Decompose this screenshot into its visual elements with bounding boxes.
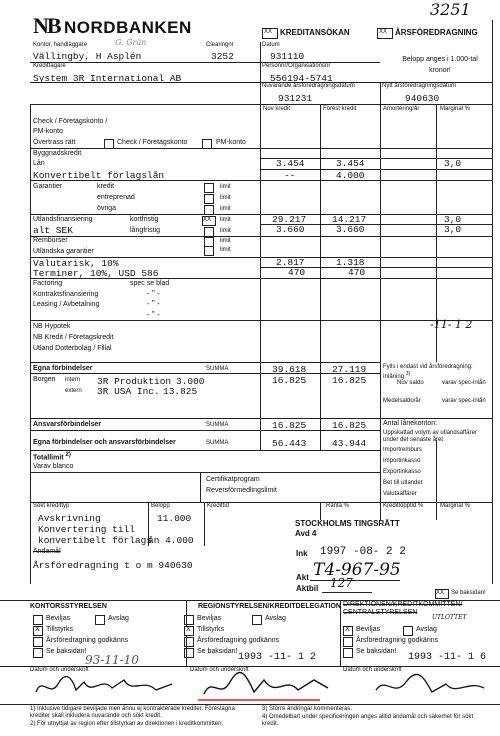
kontor-signature bbox=[32, 672, 182, 702]
lang-forest-value: 3.660 bbox=[336, 224, 365, 235]
clearing-value: 3252 bbox=[211, 51, 234, 62]
medelsaldo-label: Medelsaldo/år bbox=[383, 398, 421, 404]
direktion-arsgodk-label: Årsföredragning godkänns bbox=[356, 637, 439, 644]
kontrakt-label: Kontraktsfinansiering bbox=[33, 291, 99, 298]
egna-nuv-value: 39.618 bbox=[272, 364, 307, 375]
kontorsstyrelsen-label: KONTORSSTYRELSEN bbox=[30, 603, 107, 610]
varav-blanco-label: Varav blanco bbox=[33, 463, 74, 470]
lang-limit: limit bbox=[220, 228, 231, 234]
region-se-baksidan-checkbox[interactable] bbox=[184, 648, 194, 658]
egna-forest-value: 27.119 bbox=[332, 364, 367, 375]
direktion-beviljas-checkbox[interactable]: X bbox=[343, 626, 353, 636]
totallimit-label: Totallimit $^{2)}$ bbox=[33, 452, 71, 462]
kreditansokan-label: KREDITANSÖKAN bbox=[280, 28, 350, 37]
region-se-baksidan-label: Se baksidan! bbox=[197, 648, 238, 655]
hypotek-marginal-stamp: -11- 1 2 bbox=[430, 318, 473, 331]
logo-text: NORDBANKEN bbox=[64, 18, 192, 37]
direktion-avslag-checkbox[interactable] bbox=[403, 626, 413, 636]
kontor-avslag-label: Avslag bbox=[108, 615, 129, 622]
hypotek-label: NB Hypotek bbox=[33, 323, 71, 330]
kreditlopp-label: Kreditlöpptid % bbox=[383, 503, 424, 509]
direktion-se-baksidan-label: Se baksidan! bbox=[356, 648, 397, 655]
valuta-nuv-value: 2.817 bbox=[276, 257, 305, 268]
nytt-datum-label: Nytt årsföredragningsdatum bbox=[382, 83, 457, 89]
garanti-entreprenad-checkbox[interactable] bbox=[204, 194, 214, 204]
factoring-label: Factoring bbox=[33, 280, 63, 287]
kort-limit: limit bbox=[220, 217, 231, 223]
garanti-entreprenad-label: entreprenad bbox=[97, 194, 135, 201]
direktion-arsgodk-checkbox[interactable] bbox=[343, 637, 353, 647]
kontor-value: Vällingby, H Asplén bbox=[33, 51, 142, 62]
utl-garantier-label: Utländska garantier bbox=[33, 248, 94, 255]
kort-nuv-value: 29.217 bbox=[272, 214, 307, 225]
spec-dash-3: - " - bbox=[147, 310, 160, 319]
logo-mark: NB bbox=[33, 13, 60, 38]
lan-forest-value: 3.454 bbox=[336, 158, 365, 169]
direktion-avslag-label: Avslag bbox=[416, 626, 437, 633]
kontor-tillstyrks-checkbox[interactable]: X bbox=[33, 626, 43, 636]
kortfristig-checkbox[interactable]: XX bbox=[202, 216, 216, 226]
bygg-label: Byggnadskredit bbox=[33, 150, 82, 157]
utlottet-note: UTLOTTET bbox=[432, 614, 467, 621]
varav-spec-label: varav spec-inlån bbox=[442, 380, 486, 386]
tot-nuv-value: 56.443 bbox=[272, 438, 307, 449]
footnote-4: 4) Omedelbart under specificeringen anges alltid ändamål och säkerhet för sökt kredit. bbox=[262, 714, 474, 727]
kredittagare-label: Kredittagare bbox=[33, 63, 66, 69]
pm-label: PM-konto bbox=[33, 128, 63, 135]
lan-marginal-value: 3,0 bbox=[444, 158, 462, 169]
borgen-desc-2: 3R USA Inc. bbox=[97, 386, 160, 397]
nordbanken-logo bbox=[33, 13, 192, 39]
col-nuv-kredit: Nuv kredit bbox=[263, 106, 291, 112]
valuta-forest-value: 1.318 bbox=[336, 257, 365, 268]
overtrass-label: Övertrass rätt bbox=[33, 139, 76, 146]
sokt-belopp-label: Belopp bbox=[151, 503, 170, 509]
garanti-limit-2: limit bbox=[220, 195, 231, 201]
borgen-desc-1: 3R Produktion bbox=[97, 376, 172, 387]
sokt-kredittyp-label: Sökt kredittyp bbox=[33, 503, 70, 509]
kontor-arsgodk-label: Årsföredragning godkänns bbox=[46, 637, 129, 644]
konv-label: Konvertibelt förlagslån bbox=[33, 170, 165, 181]
term-nuv-value: 470 bbox=[288, 267, 306, 278]
kortfristig-label: kortfristig bbox=[130, 216, 159, 223]
direktion-date: 1993 -11- 1 6 bbox=[408, 652, 487, 663]
lan-nuv-value: 3.454 bbox=[276, 158, 305, 169]
check2-label: Check / Företagskonto bbox=[117, 139, 188, 146]
region-tillstyrks-label: Tillstyrks bbox=[197, 626, 224, 633]
kredittid-label: Kredittid bbox=[207, 503, 230, 509]
andamal-value: Årsföredragning t o m 940630 bbox=[33, 560, 193, 571]
valuta-label: Valutarisk, 10% bbox=[33, 258, 119, 269]
konv-forest-value: 4.000 bbox=[336, 170, 365, 181]
kontor-datum-underskrift-label: Datum och underskrift bbox=[30, 667, 89, 673]
region-beviljas-label: Beviljas bbox=[197, 615, 222, 622]
leasing-label: Leasing / Avbetalning bbox=[33, 301, 100, 308]
aktbil-value: 127 bbox=[330, 576, 353, 590]
ink-date: 1997 -08- 2 2 bbox=[320, 546, 406, 558]
import-remburs-label: Importremburs bbox=[383, 447, 423, 453]
kontor-beviljas-checkbox[interactable] bbox=[33, 615, 43, 625]
region-datum-underskrift-label: Datum och underskrift bbox=[190, 667, 249, 673]
alt-sek-label: alt SEK bbox=[33, 225, 73, 236]
kredittagare-value: System 3R International AB bbox=[33, 73, 182, 84]
export-inkasso-label: Exportinkasso bbox=[383, 469, 421, 475]
region-date: 1993 -11- 1 2 bbox=[238, 652, 317, 663]
nytt-datum-value: 940630 bbox=[405, 93, 440, 104]
tingsratt-stamp-line2: Avd 4 bbox=[295, 529, 317, 538]
betut-label: Bet till utlandet bbox=[383, 480, 423, 486]
garanti-kredit-checkbox[interactable] bbox=[204, 183, 214, 193]
sokt-belopp-2: ån 4.000 bbox=[148, 535, 194, 546]
kontor-beviljas-label: Beviljas bbox=[46, 615, 71, 622]
aktbil-label: Aktbil bbox=[296, 584, 319, 593]
spec-label: spec se blad bbox=[130, 280, 170, 287]
borgen-label: Borgen bbox=[33, 376, 56, 383]
ansvar-summa-label: SUMMA bbox=[206, 422, 229, 428]
arsforedragning-checkbox[interactable]: XX bbox=[377, 28, 393, 39]
region-signature bbox=[198, 670, 338, 704]
egna-label: Egna förbindelser bbox=[33, 365, 93, 372]
egna-ansvar-summa-label: SUMMA bbox=[206, 440, 229, 446]
se-baksidan-checkbox[interactable]: XX bbox=[435, 589, 449, 599]
garanti-kredit-label: kredit bbox=[97, 183, 115, 190]
direktionen-label: DIREKTIONEN/KREDITKOMMITTEN/ CENTRALSTYRELSEN bbox=[343, 601, 463, 616]
region-arsgodk-label: Årsföredragning godkänns bbox=[197, 637, 280, 644]
col-marginal: Marginal % bbox=[440, 106, 471, 112]
garantier-label: Garantier bbox=[33, 183, 63, 190]
belopp-note: Belopp anges i 1.000-tal kronor! bbox=[402, 56, 478, 74]
nuv-datum-value: 931231 bbox=[278, 93, 313, 104]
personnr-value: 556194-5741 bbox=[270, 73, 333, 84]
varav-spec-label-2: varav spec-inlån bbox=[442, 398, 486, 404]
sokt-line-2: Konvertering till bbox=[38, 524, 135, 535]
borgen-nuv-value: 16.825 bbox=[272, 375, 307, 386]
kontor-date: 93-11-10 bbox=[85, 653, 139, 667]
lang-marginal-value: 3,0 bbox=[444, 224, 462, 235]
col-forest-kredit: Förest kredit bbox=[323, 106, 357, 112]
egna-ansvar-label: Egna förbindelser och ansvarsförbindelser bbox=[33, 439, 176, 446]
sokt-line-3: konvertibelt förlags bbox=[38, 535, 153, 546]
region-avslag-label: Avslag bbox=[265, 615, 286, 622]
region-beviljas-checkbox[interactable] bbox=[184, 615, 194, 625]
langfristig-label: långfristig bbox=[130, 227, 160, 234]
borgen-val-2: 13.825 bbox=[163, 386, 198, 397]
se-baksidan-label: Se baksidan! bbox=[451, 590, 486, 596]
import-inkasso-label: Importinkasso bbox=[383, 458, 421, 464]
nbkredit-label: NB Kredit / Företagskredit bbox=[33, 334, 114, 341]
revers-label: Reversförmedlingslimit bbox=[206, 487, 277, 494]
nuv-saldo-label: Nuv saldo bbox=[397, 380, 424, 386]
check-label: Check / Företagskonto / bbox=[33, 118, 108, 125]
ansvar-label: Ansvarsförbindelser bbox=[33, 421, 102, 428]
region-avslag-checkbox[interactable] bbox=[252, 615, 262, 625]
kontor-handwriting: G. Grän bbox=[115, 38, 147, 47]
ansvar-forest-value: 16.825 bbox=[332, 420, 367, 431]
kontor-se-baksidan-checkbox[interactable] bbox=[33, 648, 43, 658]
sokt-line-1: Avskrivning bbox=[38, 513, 101, 524]
region-arsgodk-checkbox[interactable] bbox=[184, 637, 194, 647]
kontor-tillstyrks-label: Tillstyrks bbox=[46, 626, 73, 633]
antal-lanekonton-label: Antal lånekonton: bbox=[383, 420, 438, 427]
lan-label: Lån bbox=[33, 160, 45, 167]
remburser-label: Remburser bbox=[33, 237, 68, 244]
utlands-label: Utlandsfinansiering bbox=[33, 216, 93, 223]
kontor-label: Kontor, handläggare bbox=[33, 42, 88, 48]
valutaaffarer-label: Valutaaffärer bbox=[383, 491, 417, 497]
datum-label: Datum bbox=[262, 42, 280, 48]
garanti-limit-1: limit bbox=[220, 184, 231, 190]
borgen-forest-value: 16.825 bbox=[332, 375, 367, 386]
pm2-label: PM-konto bbox=[216, 139, 246, 146]
region-tillstyrks-checkbox[interactable]: X bbox=[184, 626, 194, 636]
footnote-1: 1) Inklusive tidigare beviljade men ännu ej kontrakterade krediter. Föreslagna krediter skall inkludera nuvarande och sökt kredit. bbox=[30, 706, 235, 719]
tot-forest-value: 43.944 bbox=[332, 438, 367, 449]
spec-dash-2: - " - bbox=[147, 299, 160, 308]
rembur-limit: limit bbox=[220, 238, 231, 244]
kontor-arsgodk-checkbox[interactable] bbox=[33, 637, 43, 647]
utl-garantier-checkbox[interactable] bbox=[204, 246, 214, 256]
direktion-beviljas-label: Beviljas bbox=[356, 626, 381, 633]
kreditansokan-checkbox[interactable]: XX bbox=[262, 28, 278, 39]
certifikat-label: Certifikatprogram bbox=[206, 476, 260, 483]
borgen-val-1: 3.000 bbox=[176, 376, 205, 387]
term-forest-value: 470 bbox=[348, 267, 366, 278]
ink-label: Ink bbox=[296, 549, 308, 558]
lang-nuv-value: 3.660 bbox=[276, 224, 305, 235]
ranta-label: Ränta % bbox=[326, 503, 350, 509]
nuv-datum-label: Nuvarande årsföredragningsdatum bbox=[262, 83, 355, 89]
utlgar-limit: limit bbox=[220, 247, 231, 253]
ansvar-nuv-value: 16.825 bbox=[272, 420, 307, 431]
spec-dash-1: - " - bbox=[147, 289, 160, 298]
akt-value: T4-967-95 bbox=[313, 560, 401, 580]
document-number: 3251 bbox=[430, 0, 471, 19]
personnr-label: Personnr/Organisationsnr bbox=[262, 63, 331, 69]
clearing-label: Clearingnr bbox=[206, 42, 234, 48]
sokt-belopp-1: 11.000 bbox=[157, 513, 192, 524]
kort-forest-value: 14.217 bbox=[332, 214, 367, 225]
footnote-3: 3) Större ändringar kommenteras. bbox=[262, 706, 353, 712]
garanti-ovriga-label: övriga bbox=[97, 205, 117, 212]
sokt-marginal-label: Marginal % bbox=[440, 503, 471, 509]
terminer-label: Terminer, 10%, USD 586 bbox=[33, 268, 159, 279]
garanti-limit-3: limit bbox=[220, 206, 231, 212]
direktion-signature bbox=[372, 672, 492, 702]
borgen-extern-label: extern bbox=[65, 388, 82, 394]
andamal-label: Ändamål bbox=[33, 548, 61, 555]
borgen-intern-label: intern bbox=[65, 377, 81, 383]
egna-summa-label: SUMMA bbox=[206, 366, 229, 372]
direktion-se-baksidan-checkbox[interactable] bbox=[343, 648, 353, 658]
datum-value: 931110 bbox=[270, 51, 305, 62]
footnote-2: 2) För utnyttjat av region efter tillstyrkan av direktionen i kreditkommitten. bbox=[30, 721, 224, 727]
utland-label: Utland Dotterbolag / Filial bbox=[33, 345, 112, 352]
kontor-se-baksidan-label: Se baksidan! bbox=[46, 648, 87, 655]
akt-label: Akt bbox=[296, 573, 309, 582]
fylls-label: Fylls i endast vid årsföredragning: Inlåning $^{3)}$ bbox=[383, 364, 473, 380]
kontor-avslag-checkbox[interactable] bbox=[95, 615, 105, 625]
direktion-datum-underskrift-label: Datum och underskrift bbox=[343, 667, 402, 673]
uppskattad-label: Uppskattad volym av utlandsaffärer under det senaste året bbox=[383, 430, 477, 443]
arsforedragning-label: ÅRSFÖREDRAGNING bbox=[395, 28, 478, 37]
col-amortering: Amortering/år bbox=[383, 106, 420, 112]
kort-marginal-value: 3,0 bbox=[444, 214, 462, 225]
konv-nuv-value: -- bbox=[284, 170, 296, 181]
tingsratt-stamp-line1: STOCKHOLMS TINGSRÄTT bbox=[295, 519, 400, 528]
regionstyrelsen-label: REGIONSTYRELSEN/KREDITDELEGATION bbox=[198, 603, 341, 610]
